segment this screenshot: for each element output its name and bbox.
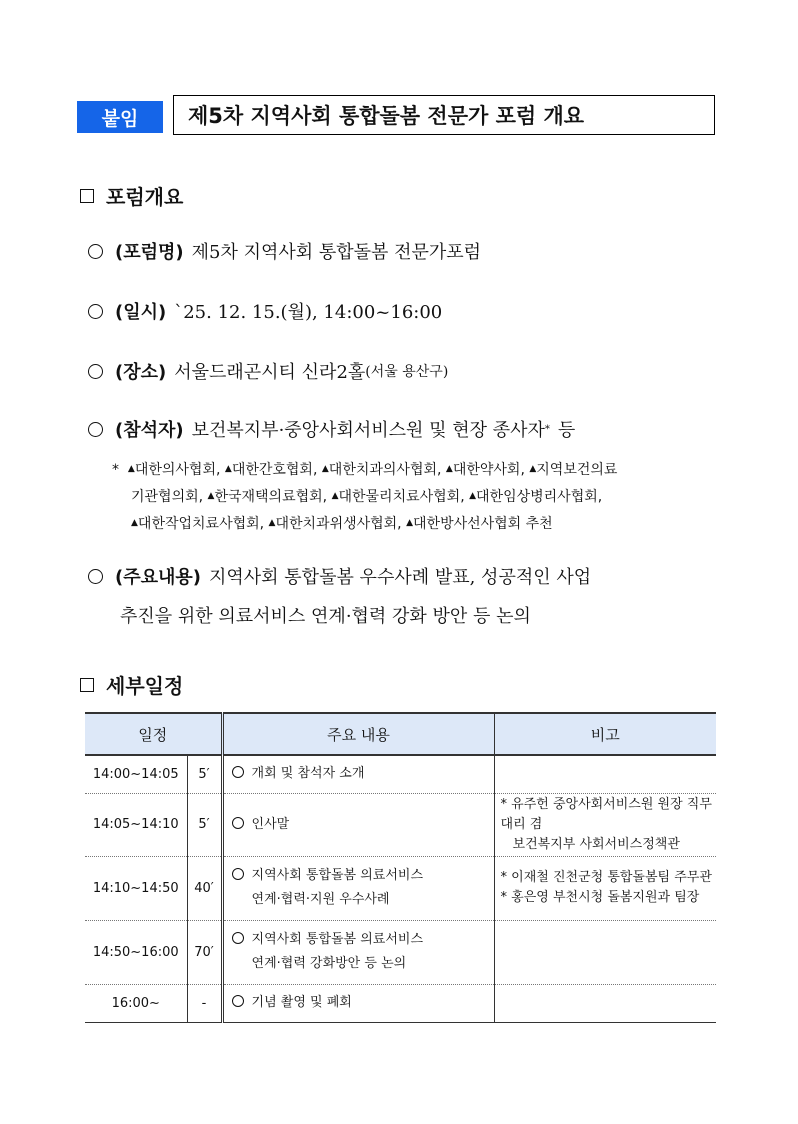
- content-text: 지역사회 통합돌봄 의료서비스: [251, 932, 424, 947]
- column-header-content: 주요 내용: [222, 713, 494, 755]
- org-item: 대한치과위생사협회,: [275, 516, 402, 532]
- note-line-2: [112, 483, 732, 510]
- cell-remark: [494, 793, 716, 856]
- cell-time: 14:00~14:05: [85, 755, 187, 793]
- column-header-time: 일정: [85, 713, 222, 755]
- square-bullet-icon: [80, 189, 94, 203]
- column-header-remark: 비고: [494, 713, 716, 755]
- item-value: 보건복지부·중앙사회서비스원 및 현장 종사자: [191, 420, 545, 441]
- content-text: 연계·협력 강화방안 등 논의: [251, 956, 407, 971]
- table-row: [85, 793, 716, 856]
- cell-time: 16:00~: [85, 984, 187, 1022]
- item-label: (일시): [115, 302, 167, 323]
- org-item: 대한의사협회,: [134, 462, 221, 478]
- item-label: (주요내용): [115, 567, 202, 588]
- item-value: 서울드래곤시티 신라2홀: [174, 362, 366, 383]
- table-header-row: [85, 713, 716, 755]
- footnote-mark: *: [112, 462, 119, 478]
- content-text: 지역사회 통합돌봄 의료서비스: [251, 868, 424, 883]
- cell-remark: [494, 755, 716, 793]
- cell-remark: [494, 920, 716, 984]
- circle-bullet-icon: [232, 817, 244, 829]
- cell-time: 14:50~16:00: [85, 920, 187, 984]
- cell-duration: 40′: [187, 856, 222, 920]
- org-item: 지역보건의료: [536, 462, 618, 478]
- org-item: 대한물리치료사협회,: [338, 489, 465, 505]
- circle-bullet-icon: [88, 364, 103, 379]
- remark-line: * 이재철 진천군청 통합돌봄팀 주무관: [500, 870, 712, 885]
- circle-bullet-icon: [232, 995, 244, 1007]
- circle-bullet-icon: [88, 422, 103, 437]
- item-label: (포럼명): [115, 242, 184, 263]
- table-row: [85, 856, 716, 920]
- triangle-bullet-icon: ▲: [321, 464, 329, 474]
- item-value: 제5차 지역사회 통합돌봄 전문가포럼: [191, 242, 482, 263]
- content-text: 개회 및 참석자 소개: [251, 766, 365, 782]
- org-item: 기관협의회,: [131, 489, 204, 505]
- item-date: [88, 298, 442, 324]
- triangle-bullet-icon: ▲: [268, 518, 276, 528]
- item-suffix: 등: [557, 420, 576, 441]
- org-item: 대한작업치료사협회,: [137, 516, 265, 532]
- org-item: 대한치과의사협회,: [328, 462, 442, 478]
- triangle-bullet-icon: ▲: [127, 464, 135, 474]
- item-place: [88, 358, 448, 384]
- circle-bullet-icon: [232, 868, 244, 880]
- cell-content: [222, 755, 494, 793]
- remark-line: 보건복지부 사회서비스정책관: [512, 836, 680, 852]
- title-row: [77, 95, 717, 135]
- cell-duration: 5′: [187, 755, 222, 793]
- table-row: [85, 920, 716, 984]
- circle-bullet-icon: [88, 304, 103, 319]
- cell-content: [222, 984, 494, 1022]
- content-text: 인사말: [251, 816, 290, 832]
- note-line-3: [112, 510, 732, 537]
- section-title: 포럼개요: [106, 185, 184, 209]
- remark-line: * 홍은영 부천시청 돌봄지원과 팀장: [500, 890, 700, 905]
- section-schedule-heading: [80, 670, 183, 699]
- item-value: 지역사회 통합돌봄 우수사례 발표, 성공적인 사업: [209, 567, 592, 588]
- cell-remark: [494, 984, 716, 1022]
- circle-bullet-icon: [232, 932, 244, 944]
- org-item: 대한약사회,: [452, 462, 525, 478]
- circle-bullet-icon: [88, 244, 103, 259]
- item-main-content: [88, 563, 591, 589]
- cell-duration: -: [187, 984, 222, 1022]
- remark-line: * 유주헌 중앙사회서비스원 원장 직무대리 겸: [500, 796, 712, 832]
- circle-bullet-icon: [232, 766, 244, 778]
- triangle-bullet-icon: ▲: [207, 491, 215, 501]
- footnote-mark: *: [544, 423, 550, 435]
- cell-duration: 70′: [187, 920, 222, 984]
- triangle-bullet-icon: ▲: [131, 518, 138, 528]
- note-line-1: [112, 456, 732, 483]
- item-label: (장소): [115, 362, 167, 383]
- item-value: `25. 12. 15.(월), 14:00~16:00: [174, 302, 443, 323]
- attendee-org-note: [112, 456, 732, 537]
- square-bullet-icon: [80, 678, 94, 692]
- cell-remark: [494, 856, 716, 920]
- attachment-badge: 붙임: [77, 101, 163, 133]
- item-note: (서울 용산구): [365, 364, 449, 380]
- org-item: 한국재택의료협회,: [214, 489, 328, 505]
- org-item: 대한간호협회,: [231, 462, 318, 478]
- document-title: 제5차 지역사회 통합돌봄 전문가 포럼 개요: [173, 95, 715, 135]
- cell-time: 14:10~14:50: [85, 856, 187, 920]
- item-main-content-cont: 추진을 위한 의료서비스 연계·협력 강화 방안 등 논의: [120, 606, 531, 627]
- triangle-bullet-icon: ▲: [445, 464, 453, 474]
- content-text: 기념 촬영 및 폐회: [251, 995, 352, 1010]
- cell-duration: 5′: [187, 793, 222, 856]
- triangle-bullet-icon: ▲: [529, 464, 537, 474]
- cell-content: [222, 793, 494, 856]
- cell-time: 14:05~14:10: [85, 793, 187, 856]
- item-label: (참석자): [115, 420, 184, 441]
- content-text: 연계·협력·지원 우수사례: [251, 892, 390, 907]
- section-overview-heading: [80, 181, 183, 210]
- circle-bullet-icon: [88, 569, 103, 584]
- triangle-bullet-icon: ▲: [406, 518, 414, 528]
- triangle-bullet-icon: ▲: [224, 464, 232, 474]
- item-attendees: [88, 416, 575, 442]
- schedule-table: [85, 712, 716, 1023]
- table-row: [85, 984, 716, 1022]
- triangle-bullet-icon: ▲: [469, 491, 477, 501]
- cell-content: [222, 856, 494, 920]
- org-item: 대한임상병리사협회,: [476, 489, 603, 505]
- org-item: 대한방사선사협회 추천: [413, 516, 553, 532]
- cell-content: [222, 920, 494, 984]
- triangle-bullet-icon: ▲: [331, 491, 339, 501]
- table-row: [85, 755, 716, 793]
- item-forum-name: [88, 238, 481, 264]
- section-title: 세부일정: [106, 674, 184, 698]
